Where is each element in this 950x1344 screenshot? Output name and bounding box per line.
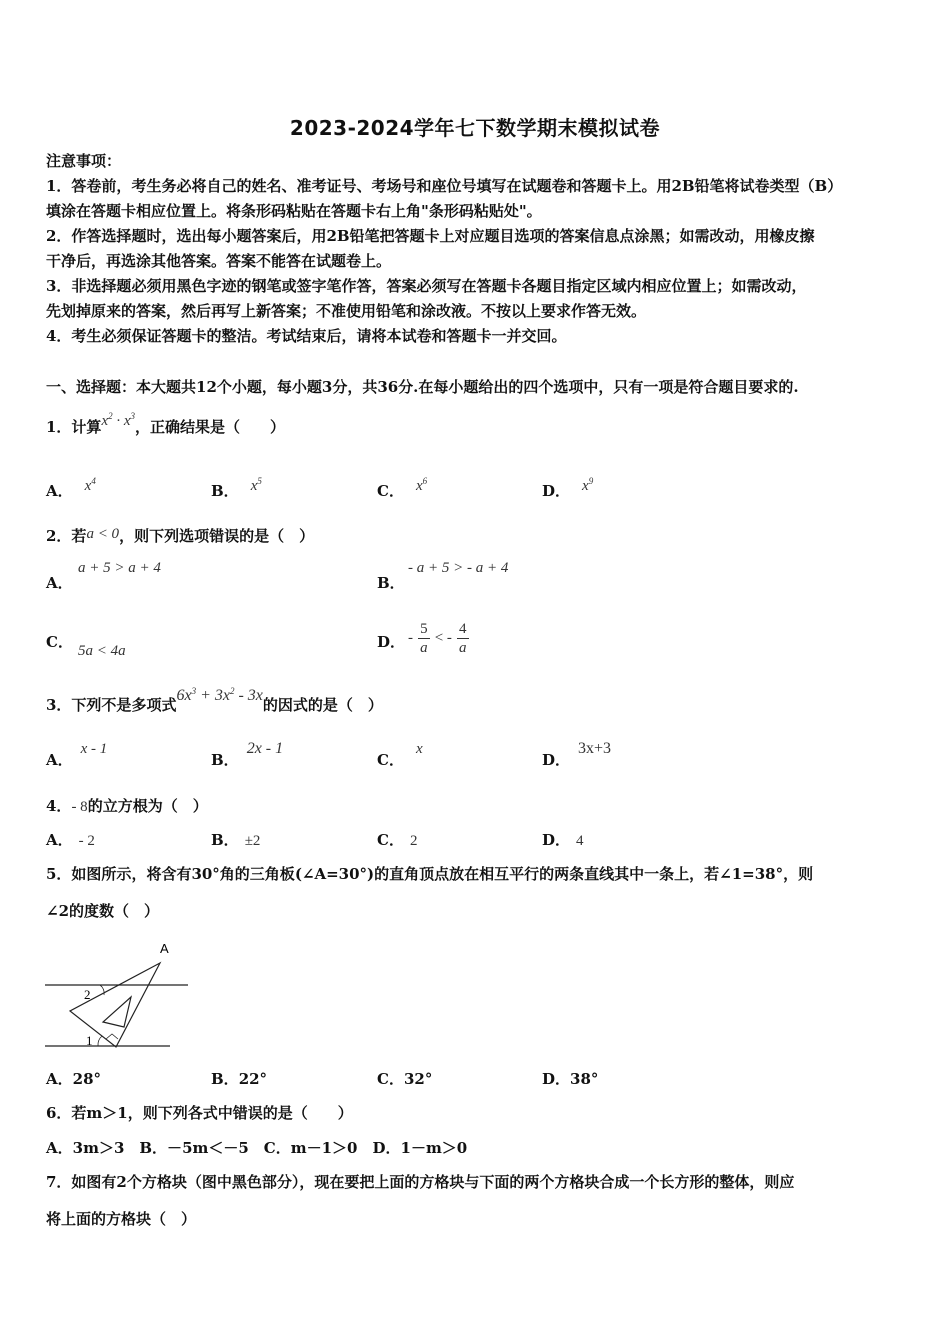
question-2-stem: 2．若a < 0，则下列选项错误的是（ ） <box>46 526 315 545</box>
notice-line: 1．答卷前，考生务必将自己的姓名、准考证号、考场号和座位号填写在试题卷和答题卡上。用2B铅笔将试卷类型（B） <box>46 177 843 195</box>
notice-heading: 注意事项： <box>46 152 122 170</box>
label-angle-1: 1 <box>86 1033 93 1048</box>
section-heading: 一、选择题：本大题共12个小题，每小题3分，共36分.在每小题给出的四个选项中，只有一项是符合题目要求的. <box>46 378 799 396</box>
notice-line: 先划掉原来的答案，然后再写上新答案；不准使用铅笔和涂改液。不按以上要求作答无效。 <box>46 302 647 320</box>
question-5-option-b[interactable]: B．22° <box>211 1070 268 1088</box>
notice-line: 2．作答选择题时，选出每小题答案后，用2B铅笔把答题卡上对应题目选项的答案信息点涂黑；如需改动，用橡皮擦 <box>46 227 815 245</box>
notice-line: 3．非选择题必须用黑色字迹的钢笔或签字笔作答，答案必须写在答题卡各题目指定区域内相应位置上；如需改动， <box>46 277 807 295</box>
question-1-option-d[interactable]: D． $x^9$ <box>542 476 594 500</box>
question-6-options[interactable]: A．3m＞3 B．－5m＜－5 C．m－1＞0 D．1－m＞0 <box>46 1139 468 1157</box>
notice-line: 干净后，再选涂其他答案。答案不能答在试题卷上。 <box>46 252 392 270</box>
notice-line: 填涂在答题卡相应位置上。将条形码粘贴在答题卡右上角"条形码粘贴处"。 <box>46 202 542 220</box>
question-3-stem: 3．下列不是多项式$6x^3 + 3x^2 - 3x$的因式的是（ ） <box>46 686 383 714</box>
angle-1-arc <box>98 1036 102 1046</box>
question-2-option-a-label[interactable]: A． <box>46 574 73 592</box>
question-2-option-c[interactable]: 5a < 4a <box>78 643 126 659</box>
label-angle-2: 2 <box>84 987 91 1002</box>
question-2-option-c-label[interactable]: C． <box>46 633 73 651</box>
question-4-option-a[interactable]: A． - 2 <box>46 831 95 849</box>
triangle-ruler-inner <box>103 997 131 1027</box>
question-5-stem-line1: 5．如图所示，将含有30°角的三角板(∠A=30°)的直角顶点放在相互平行的两条直线其中一条上，若∠1=38°，则 <box>46 865 814 883</box>
question-5-option-c[interactable]: C．32° <box>377 1070 433 1088</box>
right-angle-mark <box>106 1034 118 1039</box>
question-7-stem-line2: 将上面的方格块（ ） <box>46 1210 197 1228</box>
question-2-option-d-label[interactable]: D． <box>377 633 406 651</box>
question-7-stem-line1: 7．如图有2个方格块（图中黑色部分），现在要把上面的方格块与下面的两个方格块合成一个长方形的整体，则应 <box>46 1173 795 1191</box>
question-3-option-a[interactable]: A．x - 1 <box>46 741 108 769</box>
question-2-option-a[interactable]: a + 5 > a + 4 <box>78 560 161 576</box>
question-4-stem: 4．- 8的立方根为（ ） <box>46 797 208 815</box>
question-4-option-b[interactable]: B． ±2 <box>211 831 261 849</box>
question-4-option-c[interactable]: C． 2 <box>377 831 418 849</box>
triangle-ruler-outer <box>70 963 160 1047</box>
question-2-option-d[interactable]: - $\frac{5}{a}$ < - $\frac{4}{a}$ <box>408 621 467 656</box>
question-3-option-c[interactable]: C．x <box>377 741 423 769</box>
notice-line: 4．考生必须保证答题卡的整洁。考试结束后，请将本试卷和答题卡一并交回。 <box>46 327 567 345</box>
question-2-option-b[interactable]: - a + 5 > - a + 4 <box>408 560 509 576</box>
question-6-stem: 6．若m＞1，则下列各式中错误的是（ ） <box>46 1104 353 1122</box>
question-5-figure <box>40 935 200 1055</box>
question-4-option-d[interactable]: D． 4 <box>542 831 584 849</box>
question-3-option-d[interactable]: D．3x+3 <box>542 740 612 769</box>
question-1-option-b[interactable]: B． $x^5$ <box>211 476 262 500</box>
question-2-option-b-label[interactable]: B． <box>377 574 405 592</box>
question-5-stem-line2: ∠2的度数（ ） <box>46 902 160 920</box>
question-3-option-b[interactable]: B．2x - 1 <box>211 740 284 769</box>
page-title: 2023-2024学年七下数学期末模拟试卷 <box>289 116 661 140</box>
question-5-option-d[interactable]: D．38° <box>542 1070 599 1088</box>
question-1-option-c[interactable]: C． $x^6$ <box>377 476 428 500</box>
label-a: A <box>160 941 169 956</box>
question-1-stem: 1．计算$x^2 \cdot x^3$，正确结果是（ ） <box>46 411 286 436</box>
question-1-option-a[interactable]: A． $x^4$ <box>46 476 96 500</box>
question-5-option-a[interactable]: A．28° <box>46 1070 102 1088</box>
